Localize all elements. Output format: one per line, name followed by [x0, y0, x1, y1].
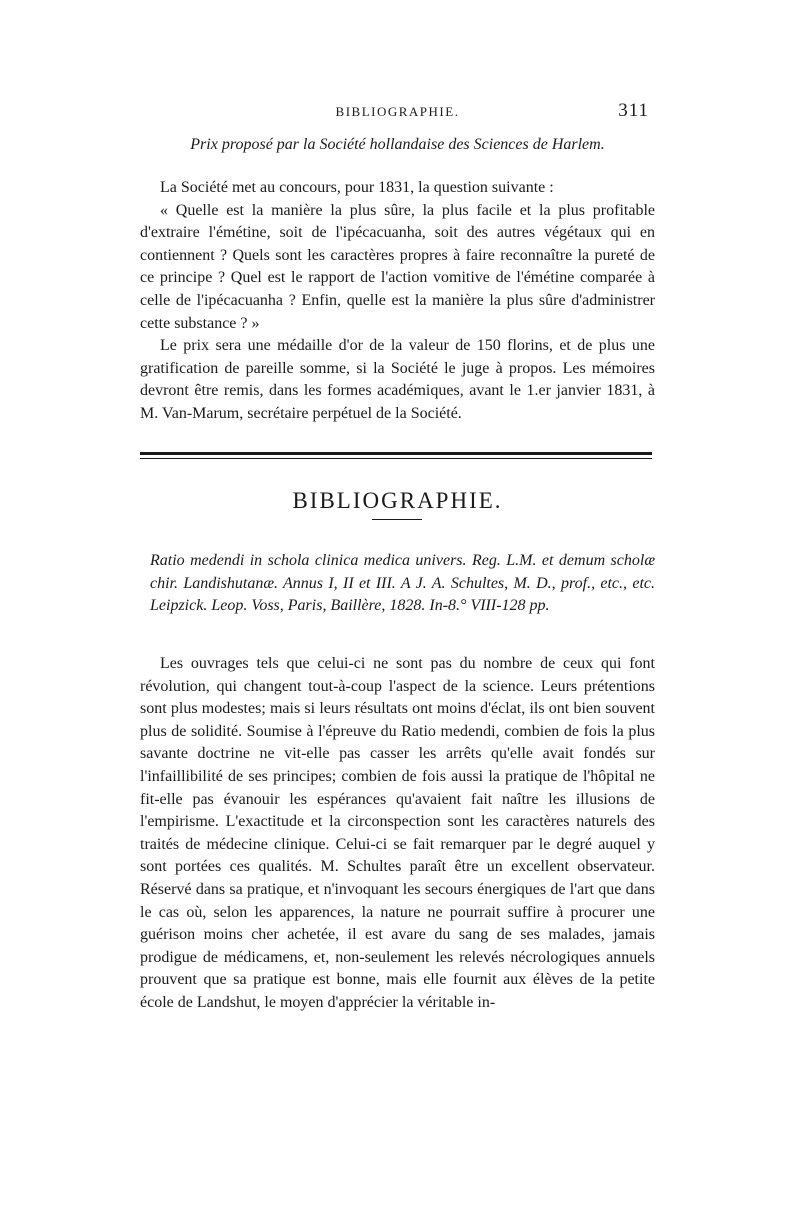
- running-head: [140, 100, 655, 124]
- book-review: [140, 653, 655, 1015]
- divider-thick-rule: [140, 452, 652, 455]
- section-title-underline: [372, 519, 422, 520]
- section-title: BIBLIOGRAPHIE.: [292, 488, 503, 513]
- divider-thin-rule: [140, 458, 652, 459]
- book-citation: Ratio medendi in schola clinica medica univers. Reg. L.M. et demum scholæ chir. Landishutanæ. Annus I, II et III. A J. A. Schultes, M. D., prof., etc., etc. Leipzick. Leop. Voss, Paris, Baillère, 1828. In-8.° VIII-128 pp.: [150, 552, 655, 614]
- prize-heading: Prix proposé par la Société hollandaise des Sciences de Harlem.: [190, 136, 605, 153]
- page-number: 311: [618, 100, 649, 121]
- review-paragraph: Les ouvrages tels que celui-ci ne sont pas du nombre de ceux qui font révolution, qui changent tout-à-coup l'aspect de la science. Leurs prétentions sont plus modestes; mais si leurs résultats ont moins d'éclat, ils ont bien souvent plus de solidité. Soumise à l'épreuve du Ratio medendi, combien de fois la plus savante doctrine ne vit-elle pas casser les arrêts qu'elle avait fondés sur l'infaillibilité de ses principes; combien de fois aussi la pratique de l'hôpital ne fit-elle pas évanouir les espérances qu'avaient fait naître les illusions de l'empirisme. L'exactitude et la circonspection sont les caractères naturels des traités de médecine clinique. Celui-ci se fait remarquer par le degré auquel y sont portées ces qualités. M. Schultes paraît être un excellent observateur. Réservé dans sa pratique, et n'invoquant les secours énergiques de l'art que dans le cas où, selon les apparences, la nature ne pourrait suffire à procurer une guérison moins cher achetée, il est avare du sang de ses malades, jamais prodigue de médicamens, et, non-seulement les relevés nécrologiques annuels prouvent que sa pratique est bonne, mais elle fournit aux élèves de la petite école de Landshut, le moyen d'apprécier la véritable in-: [140, 655, 655, 1011]
- section-divider: [140, 452, 652, 459]
- prize-question-paragraph: « Quelle est la manière la plus sûre, la plus facile et la plus profitable d'extraire l'émétine, soit de l'ipécacuanha, soit des autres végétaux qui en contiennent ? Quels sont les caractères propres à faire reconnaître la pureté de ce principe ? Quel est le rapport de l'action vomitive de l'émétine comparée à celle de l'ipécacuanha ? Enfin, quelle est la manière la plus sûre d'administrer cette substance ? »: [140, 201, 655, 332]
- prize-announcement: [140, 177, 655, 426]
- prize-intro-paragraph: La Société met au concours, pour 1831, la question suivante :: [160, 179, 554, 196]
- prize-terms-paragraph: Le prix sera une médaille d'or de la valeur de 150 florins, et de plus une gratification de pareille somme, si la Société le juge à propos. Les mémoires devront être remis, dans les formes académiques, avant le 1.er janvier 1831, à M. Van-Marum, secrétaire perpétuel de la Société.: [140, 337, 655, 422]
- running-title: BIBLIOGRAPHIE.: [335, 104, 460, 119]
